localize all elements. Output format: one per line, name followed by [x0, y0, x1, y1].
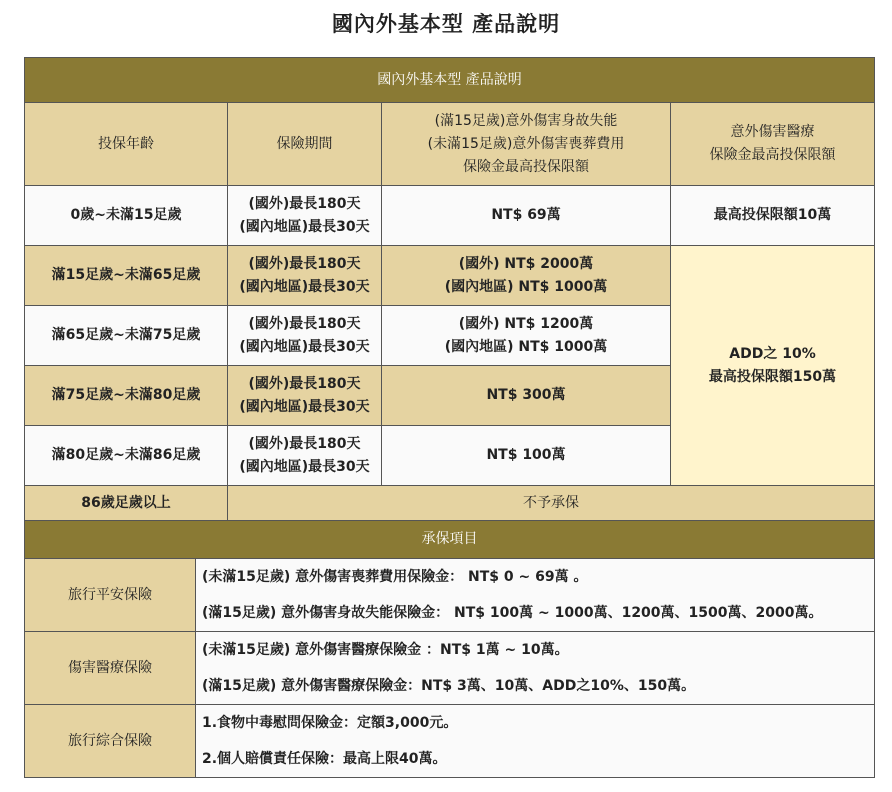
- period-cell: (國外)最長180天 (國內地區)最長30天: [228, 246, 382, 306]
- header-medical: 意外傷害醫療 保險金最高投保限額: [671, 103, 875, 186]
- header-death-benefit: (滿15足歲)意外傷害身故失能 (未滿15足歲)意外傷害喪葬費用 保險金最高投保限額: [382, 103, 671, 186]
- coverage-detail: (未滿15足歲) 意外傷害醫療保險金 ：NT$ 1萬 ~ 10萬。 (滿15足歲) 意外傷害醫療保險金：NT$ 3萬、10萬、ADD之10%、150萬。: [196, 632, 875, 705]
- death-cell: NT$ 100萬: [382, 426, 671, 486]
- medical-merged-cell: ADD之 10% 最高投保限額150萬: [671, 246, 875, 486]
- death-cell: (國外) NT$ 2000萬 (國內地區) NT$ 1000萬: [382, 246, 671, 306]
- coverage-row: [25, 559, 875, 632]
- age-cell: 86歲足歲以上: [25, 486, 228, 522]
- coverage-name: 旅行平安保險: [25, 559, 196, 632]
- coverage-name: 旅行綜合保險: [25, 705, 196, 778]
- not-covered-cell: 不予承保: [228, 486, 875, 522]
- table-row: [25, 246, 875, 306]
- page-title: 國內外基本型 產品說明: [331, 12, 561, 36]
- product-table-title: 國內外基本型 產品說明: [25, 58, 875, 103]
- death-cell: (國外) NT$ 1200萬 (國內地區) NT$ 1000萬: [382, 306, 671, 366]
- period-cell: (國外)最長180天 (國內地區)最長30天: [228, 366, 382, 426]
- death-cell: NT$ 69萬: [382, 186, 671, 246]
- table-row: [25, 486, 875, 522]
- header-age: 投保年齡: [25, 103, 228, 186]
- header-row: [25, 103, 875, 186]
- coverage-name: 傷害醫療保險: [25, 632, 196, 705]
- age-cell: 滿65足歲~未滿75足歲: [25, 306, 228, 366]
- death-cell: NT$ 300萬: [382, 366, 671, 426]
- coverage-table-title: 承保項目: [25, 521, 875, 559]
- header-period: 保險期間: [228, 103, 382, 186]
- age-cell: 滿75足歲~未滿80足歲: [25, 366, 228, 426]
- age-cell: 滿15足歲~未滿65足歲: [25, 246, 228, 306]
- age-cell: 滿80足歲~未滿86足歲: [25, 426, 228, 486]
- table-row: [25, 186, 875, 246]
- coverage-row: [25, 632, 875, 705]
- age-cell: 0歲~未滿15足歲: [25, 186, 228, 246]
- coverage-detail: (未滿15足歲) 意外傷害喪葬費用保險金： NT$ 0 ~ 69萬 。 (滿15足歲) 意外傷害身故失能保險金： NT$ 100萬 ~ 1000萬、1200萬、1500萬、2000萬。: [196, 559, 875, 632]
- medical-cell: 最高投保限額10萬: [671, 186, 875, 246]
- coverage-detail: 1.食物中毒慰問保險金：定額3,000元。 2.個人賠償責任保險：最高上限40萬。: [196, 705, 875, 778]
- period-cell: (國外)最長180天 (國內地區)最長30天: [228, 306, 382, 366]
- period-cell: (國外)最長180天 (國內地區)最長30天: [228, 186, 382, 246]
- coverage-table: [24, 520, 875, 778]
- product-table: [24, 57, 875, 522]
- period-cell: (國外)最長180天 (國內地區)最長30天: [228, 426, 382, 486]
- coverage-row: [25, 705, 875, 778]
